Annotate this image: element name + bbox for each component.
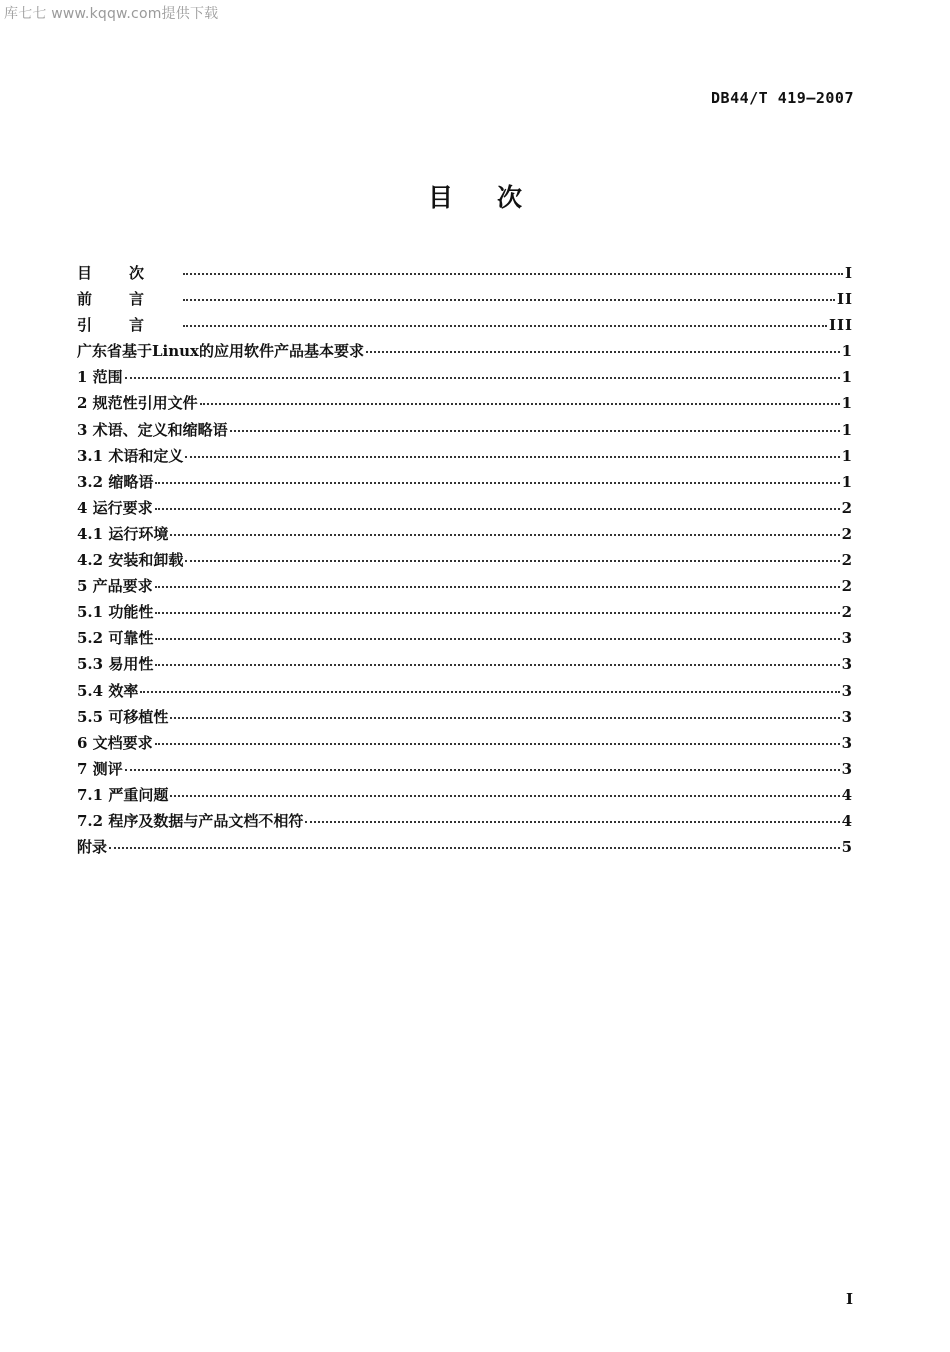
toc-entry-label: 5.2 可靠性: [77, 629, 154, 648]
toc-entry-label: 3.2 缩略语: [77, 472, 154, 491]
page-number: I: [845, 1290, 853, 1308]
toc-dot-leader: [185, 440, 839, 458]
toc-entry-label: 引言: [77, 316, 182, 335]
toc-dot-leader: [200, 387, 840, 405]
toc-dot-leader: [140, 675, 839, 693]
toc-entry[interactable]: [77, 834, 853, 860]
toc-dot-leader: [170, 779, 839, 797]
toc-entry-page: 3: [841, 733, 853, 752]
page-title: 目次: [427, 183, 566, 212]
toc-dot-leader: [183, 283, 835, 301]
toc-entry-page: 3: [841, 707, 853, 726]
toc-dot-leader: [183, 309, 827, 327]
watermark-text: 库七七 www.kqqw.com提供下载: [4, 6, 219, 22]
toc-dot-leader: [170, 701, 839, 719]
toc-entry-label: 7.1 严重问题: [77, 785, 169, 804]
toc-entry-page: 3: [841, 759, 853, 778]
toc-dot-leader: [155, 466, 839, 484]
toc-entry-label: 7 测评: [77, 759, 123, 778]
toc-entry-page: 2: [841, 603, 853, 622]
toc-dot-leader: [305, 805, 839, 823]
toc-entry-page: II: [836, 290, 853, 309]
toc-entry-page: 3: [841, 629, 853, 648]
toc-entry-label: 广东省基于Linux的应用软件产品基本要求: [77, 342, 365, 361]
toc-dot-leader: [366, 335, 840, 353]
toc-entry-label: 1 范围: [77, 368, 123, 387]
toc-dot-leader: [109, 831, 840, 849]
toc-entry-label: 5.3 易用性: [77, 655, 154, 674]
toc-entry-page: 1: [841, 472, 853, 491]
toc-entry-page: 1: [841, 368, 853, 387]
toc-entry-label: 3.1 术语和定义: [77, 446, 184, 465]
toc-entry-page: 5: [841, 838, 853, 857]
toc-dot-leader: [155, 492, 840, 510]
toc-entry-page: 1: [841, 342, 853, 361]
toc-dot-leader: [155, 648, 839, 666]
document-code: DB44/T 419—2007: [711, 89, 854, 107]
toc-dot-leader: [125, 753, 840, 771]
toc-entry-page: 3: [841, 655, 853, 674]
toc-dot-leader: [155, 622, 839, 640]
toc-entry-page: 4: [841, 811, 853, 830]
toc-entry-page: 4: [841, 785, 853, 804]
toc-entry-label: 6 文档要求: [77, 733, 153, 752]
toc-entry-label: 3 术语、定义和缩略语: [77, 420, 228, 439]
toc-dot-leader: [155, 727, 840, 745]
toc-entry-page: 1: [841, 420, 853, 439]
toc-dot-leader: [183, 257, 843, 275]
toc-dot-leader: [230, 414, 840, 432]
toc-dot-leader: [125, 361, 840, 379]
toc-dot-leader: [155, 596, 839, 614]
toc-entry-label: 附录: [77, 838, 108, 857]
toc-entry-label: 5 产品要求: [77, 577, 153, 596]
toc-entry-page: 3: [841, 681, 853, 700]
toc-dot-leader: [155, 570, 840, 588]
toc-entry-label: 目次: [77, 264, 182, 282]
toc-entry-page: I: [844, 264, 853, 282]
table-of-contents: [77, 260, 853, 860]
toc-entry-label: 5.4 效率: [77, 681, 139, 700]
toc-entry-label: 5.5 可移植性: [77, 707, 169, 726]
toc-entry-label: 4.1 运行环境: [77, 524, 169, 543]
toc-entry-label: 5.1 功能性: [77, 603, 154, 622]
toc-entry-label: 7.2 程序及数据与产品文档不相符: [77, 811, 304, 830]
toc-entry-page: 2: [841, 498, 853, 517]
toc-entry-label: 4 运行要求: [77, 498, 153, 517]
toc-entry-page: 2: [841, 551, 853, 570]
toc-entry-page: 1: [841, 394, 853, 413]
toc-entry-page: 2: [841, 524, 853, 543]
toc-entry-label: 2 规范性引用文件: [77, 394, 198, 413]
toc-dot-leader: [170, 518, 839, 536]
toc-dot-leader: [185, 544, 839, 562]
toc-entry-page: 2: [841, 577, 853, 596]
toc-entry-label: 前言: [77, 290, 182, 309]
toc-entry-page: III: [828, 316, 853, 335]
toc-entry-label: 4.2 安装和卸载: [77, 551, 184, 570]
toc-entry-page: 1: [841, 446, 853, 465]
